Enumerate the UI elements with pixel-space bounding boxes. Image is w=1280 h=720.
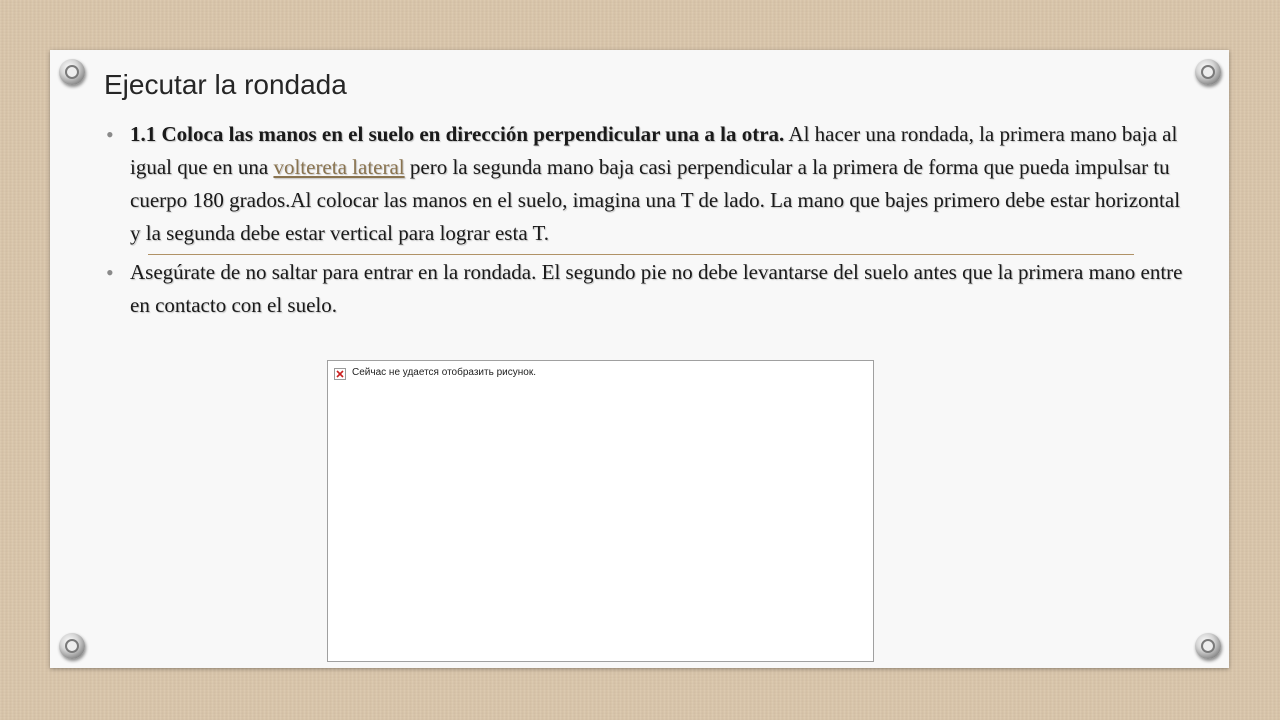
bullet-list — [106, 118, 1186, 328]
voltereta-lateral-link[interactable]: voltereta lateral — [273, 155, 405, 179]
pin-icon — [1195, 633, 1221, 659]
broken-image-placeholder — [327, 360, 874, 662]
broken-image-message: Сейчас не удается отобразить рисунок. — [352, 367, 536, 378]
bullet-dot-icon: • — [106, 260, 114, 285]
bullet-item — [106, 118, 1186, 250]
bullet-text: Al hacer una rondada, la primera mano baja al igual que en una — [130, 122, 1178, 179]
bullet-text: pero la segunda mano baja casi perpendicular a la primera de forma que pueda impulsar tu cuerpo 180 grados.Al colocar las manos en el suelo, imagina una T de lado. La mano que bajes primero debe estar horizontal y la segunda debe estar vertical para lograr esta T. — [130, 155, 1181, 245]
bullet-item — [106, 256, 1186, 322]
separator-line — [148, 254, 1134, 255]
bullet-dot-icon: • — [106, 122, 114, 147]
broken-image-x-icon — [334, 368, 346, 380]
pin-icon — [1195, 59, 1221, 85]
pin-icon — [59, 59, 85, 85]
pin-icon — [59, 633, 85, 659]
slide-title: Ejecutar la rondada — [104, 69, 347, 100]
bullet-bold-text: 1.1 Coloca las manos en el suelo en dirección perpendicular una a la otra. — [130, 122, 785, 146]
bullet-text: Asegúrate de no saltar para entrar en la rondada. El segundo pie no debe levantarse del suelo antes que la primera mano entre en contacto con el suelo. — [130, 260, 1183, 317]
